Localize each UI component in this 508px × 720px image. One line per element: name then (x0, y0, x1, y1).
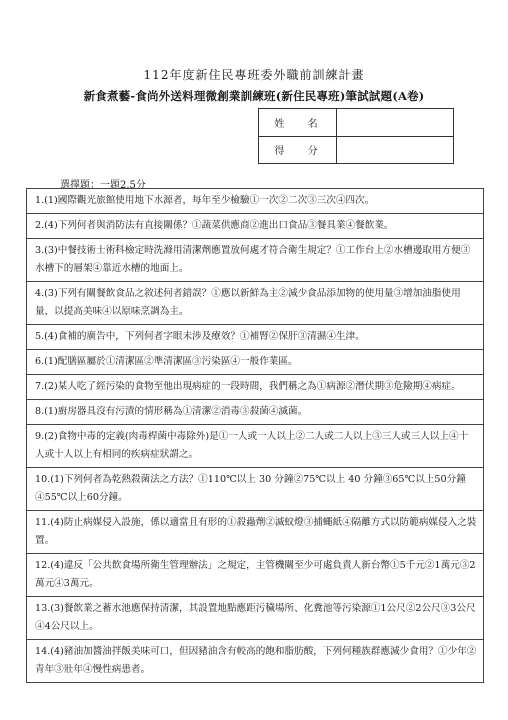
name-label: 姓 名 (259, 109, 337, 137)
question-row (27, 239, 484, 282)
question-text (27, 640, 484, 683)
question-number: 4.(3) (35, 288, 58, 299)
question-text (27, 282, 484, 325)
question-row (27, 189, 484, 214)
question-row (27, 375, 484, 400)
question-number: 13.(3) (35, 603, 64, 614)
question-text (27, 214, 484, 239)
question-text (27, 375, 484, 400)
document-subtitle: 新食煮藝-食尚外送料理微創業訓練班(新住民專班)筆試試題(A卷) (83, 89, 425, 103)
name-field[interactable] (337, 109, 454, 137)
question-body: 配膳區屬於①清潔區②準清潔區③污染區④一般作業區。 (57, 356, 298, 367)
section-heading: 選擇題：一題2.5分 (60, 180, 146, 191)
question-text (27, 400, 484, 425)
question-row (27, 325, 484, 350)
question-body: 下列有關餐飲食品之敘述何者錯誤？①應以新鮮為主②減少食品添加物的使用量③增加油脂使用量，以提高美味④以原味烹調為主。 (35, 288, 461, 317)
question-number: 1.(1) (35, 195, 58, 206)
question-table (26, 188, 484, 683)
question-body: 中餐技術士術科檢定時洗滌用清潔劑應置放何處才符合衛生規定？①工作台上②水槽邊取用方便③水槽下的層架④靠近水槽的地面上。 (35, 245, 471, 274)
question-body: 國際觀光旅館使用地下水源者，每年至少檢驗①一次②二次③三次④四次。 (57, 195, 375, 206)
question-body: 違反「公共飲食場所衛生管理辦法」之規定，主管機關至少可處負責人新台幣①5千元②1萬元③2萬元④3萬元。 (35, 560, 476, 589)
question-body: 下列何者為乾熱殺菌法之方法？①110℃以上 30 分鐘②75℃以上 40 分鐘③65℃以上50分鐘④55℃以上60分鐘。 (35, 474, 466, 503)
score-field[interactable] (337, 136, 454, 164)
question-number: 2.(4) (35, 220, 58, 231)
question-number: 14.(4) (35, 646, 64, 657)
question-body: 廚房器具沒有污漬的情形稱為①清潔②消毒③殺菌④滅菌。 (57, 406, 308, 417)
question-body: 餐飲業之蓄水池應保持清潔，其設置地點應距污穢場所、化糞池等污染源①1公尺②2公尺③3公尺④4公尺以上。 (35, 603, 476, 632)
question-text (27, 189, 484, 214)
question-row (27, 425, 484, 468)
question-row (27, 468, 484, 511)
question-body: 下列何者與消防法有直接關係？①蔬菜供應商②進出口食品③餐具業④餐飲業。 (57, 220, 394, 231)
question-text (27, 511, 484, 554)
document-title: 112年度新住民專班委外職前訓練計畫 (143, 68, 365, 82)
question-number: 10.(1) (35, 474, 64, 485)
question-text (27, 325, 484, 350)
question-row (27, 511, 484, 554)
question-body: 防止病媒侵入設施，係以適當且有形的①殺蟲劑②滅蚊燈③捕蠅紙④隔離方式以防範病媒侵入之裝置。 (35, 517, 477, 546)
question-row (27, 214, 484, 239)
question-body: 食物中毒的定義(肉毒桿菌中毒除外)是①一人或一人以上②二人或二人以上③三人或三人以上④十人或十人以上有相同的疾病症狀謂之。 (35, 431, 469, 460)
question-body: 豬油加醬油拌飯美味可口，但因豬油含有較高的飽和脂肪酸，下列何種族群應減少食用？①少年②青年③壯年④慢性病患者。 (35, 646, 477, 675)
question-row (27, 554, 484, 597)
question-number: 9.(2) (35, 431, 58, 442)
question-number: 3.(3) (35, 245, 58, 256)
question-text (27, 239, 484, 282)
question-text (27, 554, 484, 597)
question-row (27, 640, 484, 683)
question-text (27, 597, 484, 640)
question-number: 11.(4) (35, 517, 64, 528)
name-score-box (258, 108, 454, 164)
score-label: 得 分 (259, 136, 337, 164)
question-body: 某人吃了經污染的食物至他出現病症的一段時間，我們稱之為①病源②潛伏期③危險期④病症。 (57, 381, 461, 392)
question-number: 12.(4) (35, 560, 64, 571)
question-row (27, 597, 484, 640)
question-number: 8.(1) (35, 406, 58, 417)
question-text (27, 350, 484, 375)
question-row (27, 400, 484, 425)
question-number: 6.(1) (35, 356, 58, 367)
question-row (27, 282, 484, 325)
question-row (27, 350, 484, 375)
question-number: 7.(2) (35, 381, 58, 392)
question-text (27, 468, 484, 511)
question-text (27, 425, 484, 468)
question-body: 食補的廣告中，下列何者字眼未涉及療效？①補腎②保肝③清濕④生津。 (57, 331, 365, 342)
question-number: 5.(4) (35, 331, 58, 342)
